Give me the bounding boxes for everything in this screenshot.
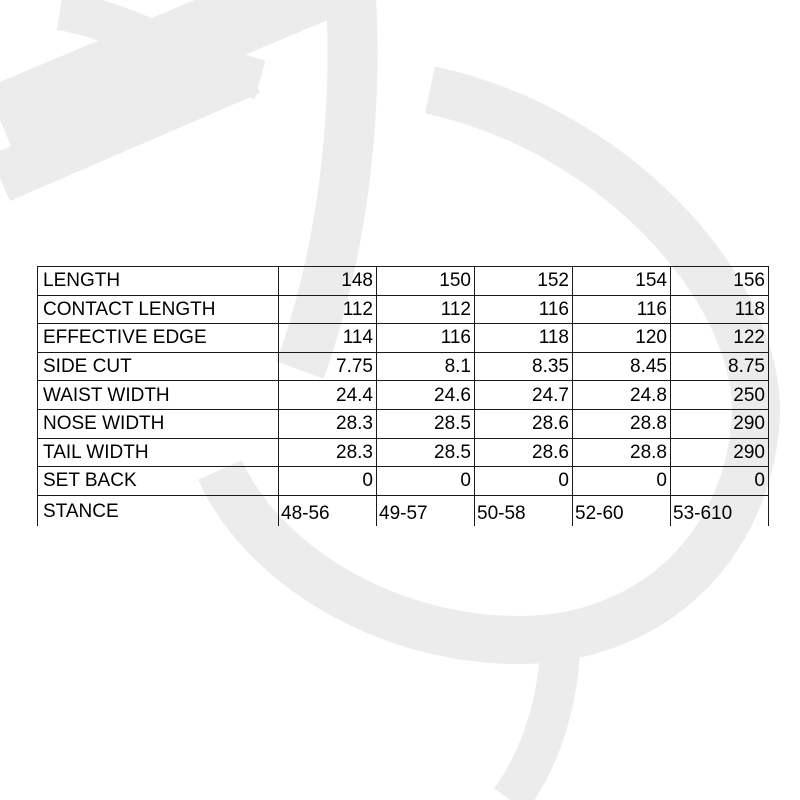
table-cell: 0 bbox=[475, 467, 573, 496]
table-cell: 120 bbox=[573, 324, 671, 353]
table-cell: 8.35 bbox=[475, 352, 573, 381]
row-label: CONTACT LENGTH bbox=[38, 295, 279, 324]
table-row bbox=[38, 267, 769, 296]
table-cell: 53-610 bbox=[671, 495, 769, 526]
table-cell: 49-57 bbox=[377, 495, 475, 526]
table-cell: 116 bbox=[573, 295, 671, 324]
table-cell: 0 bbox=[671, 467, 769, 496]
table-cell: 28.6 bbox=[475, 438, 573, 467]
table-cell: 150 bbox=[377, 267, 475, 296]
table-cell: 7.75 bbox=[279, 352, 377, 381]
table-cell: 28.6 bbox=[475, 409, 573, 438]
table-row bbox=[38, 324, 769, 353]
watermark-descender bbox=[510, 640, 560, 800]
table-cell: 122 bbox=[671, 324, 769, 353]
table-row bbox=[38, 352, 769, 381]
table-row bbox=[38, 467, 769, 496]
row-label: EFFECTIVE EDGE bbox=[38, 324, 279, 353]
row-label: SIDE CUT bbox=[38, 352, 279, 381]
table-row bbox=[38, 438, 769, 467]
table-cell: 28.8 bbox=[573, 438, 671, 467]
watermark-upper-arc bbox=[60, 10, 260, 80]
table-cell: 112 bbox=[377, 295, 475, 324]
watermark-diagonal-stroke bbox=[0, 0, 380, 120]
row-label: TAIL WIDTH bbox=[38, 438, 279, 467]
table-cell: 28.8 bbox=[573, 409, 671, 438]
table-cell: 152 bbox=[475, 267, 573, 296]
table-cell: 250 bbox=[671, 381, 769, 410]
table-cell: 24.4 bbox=[279, 381, 377, 410]
table-cell: 116 bbox=[377, 324, 475, 353]
table-cell: 8.75 bbox=[671, 352, 769, 381]
table-cell: 28.3 bbox=[279, 409, 377, 438]
table-cell: 290 bbox=[671, 409, 769, 438]
table-cell: 290 bbox=[671, 438, 769, 467]
row-label: STANCE bbox=[38, 495, 279, 526]
table-cell: 118 bbox=[475, 324, 573, 353]
table-cell: 24.8 bbox=[573, 381, 671, 410]
table-row bbox=[38, 409, 769, 438]
table-row-stance bbox=[38, 495, 769, 526]
table-cell: 112 bbox=[279, 295, 377, 324]
table-cell: 28.5 bbox=[377, 409, 475, 438]
table-cell: 8.1 bbox=[377, 352, 475, 381]
table-cell: 52-60 bbox=[573, 495, 671, 526]
row-label: LENGTH bbox=[38, 267, 279, 296]
table-cell: 114 bbox=[279, 324, 377, 353]
row-label: NOSE WIDTH bbox=[38, 409, 279, 438]
table-cell: 8.45 bbox=[573, 352, 671, 381]
row-label: SET BACK bbox=[38, 467, 279, 496]
table-cell: 116 bbox=[475, 295, 573, 324]
table-row bbox=[38, 381, 769, 410]
table-cell: 28.5 bbox=[377, 438, 475, 467]
table-cell: 154 bbox=[573, 267, 671, 296]
spec-table bbox=[37, 266, 769, 526]
table-cell: 28.3 bbox=[279, 438, 377, 467]
table-cell: 48-56 bbox=[279, 495, 377, 526]
table-cell: 0 bbox=[279, 467, 377, 496]
table-cell: 156 bbox=[671, 267, 769, 296]
row-label: WAIST WIDTH bbox=[38, 381, 279, 410]
table-cell: 118 bbox=[671, 295, 769, 324]
table-cell: 0 bbox=[377, 467, 475, 496]
table-row bbox=[38, 295, 769, 324]
watermark-lower-diagonal-stroke bbox=[0, 70, 250, 178]
table-cell: 50-58 bbox=[475, 495, 573, 526]
table-cell: 24.7 bbox=[475, 381, 573, 410]
table-cell: 148 bbox=[279, 267, 377, 296]
table-cell: 0 bbox=[573, 467, 671, 496]
table-cell: 24.6 bbox=[377, 381, 475, 410]
